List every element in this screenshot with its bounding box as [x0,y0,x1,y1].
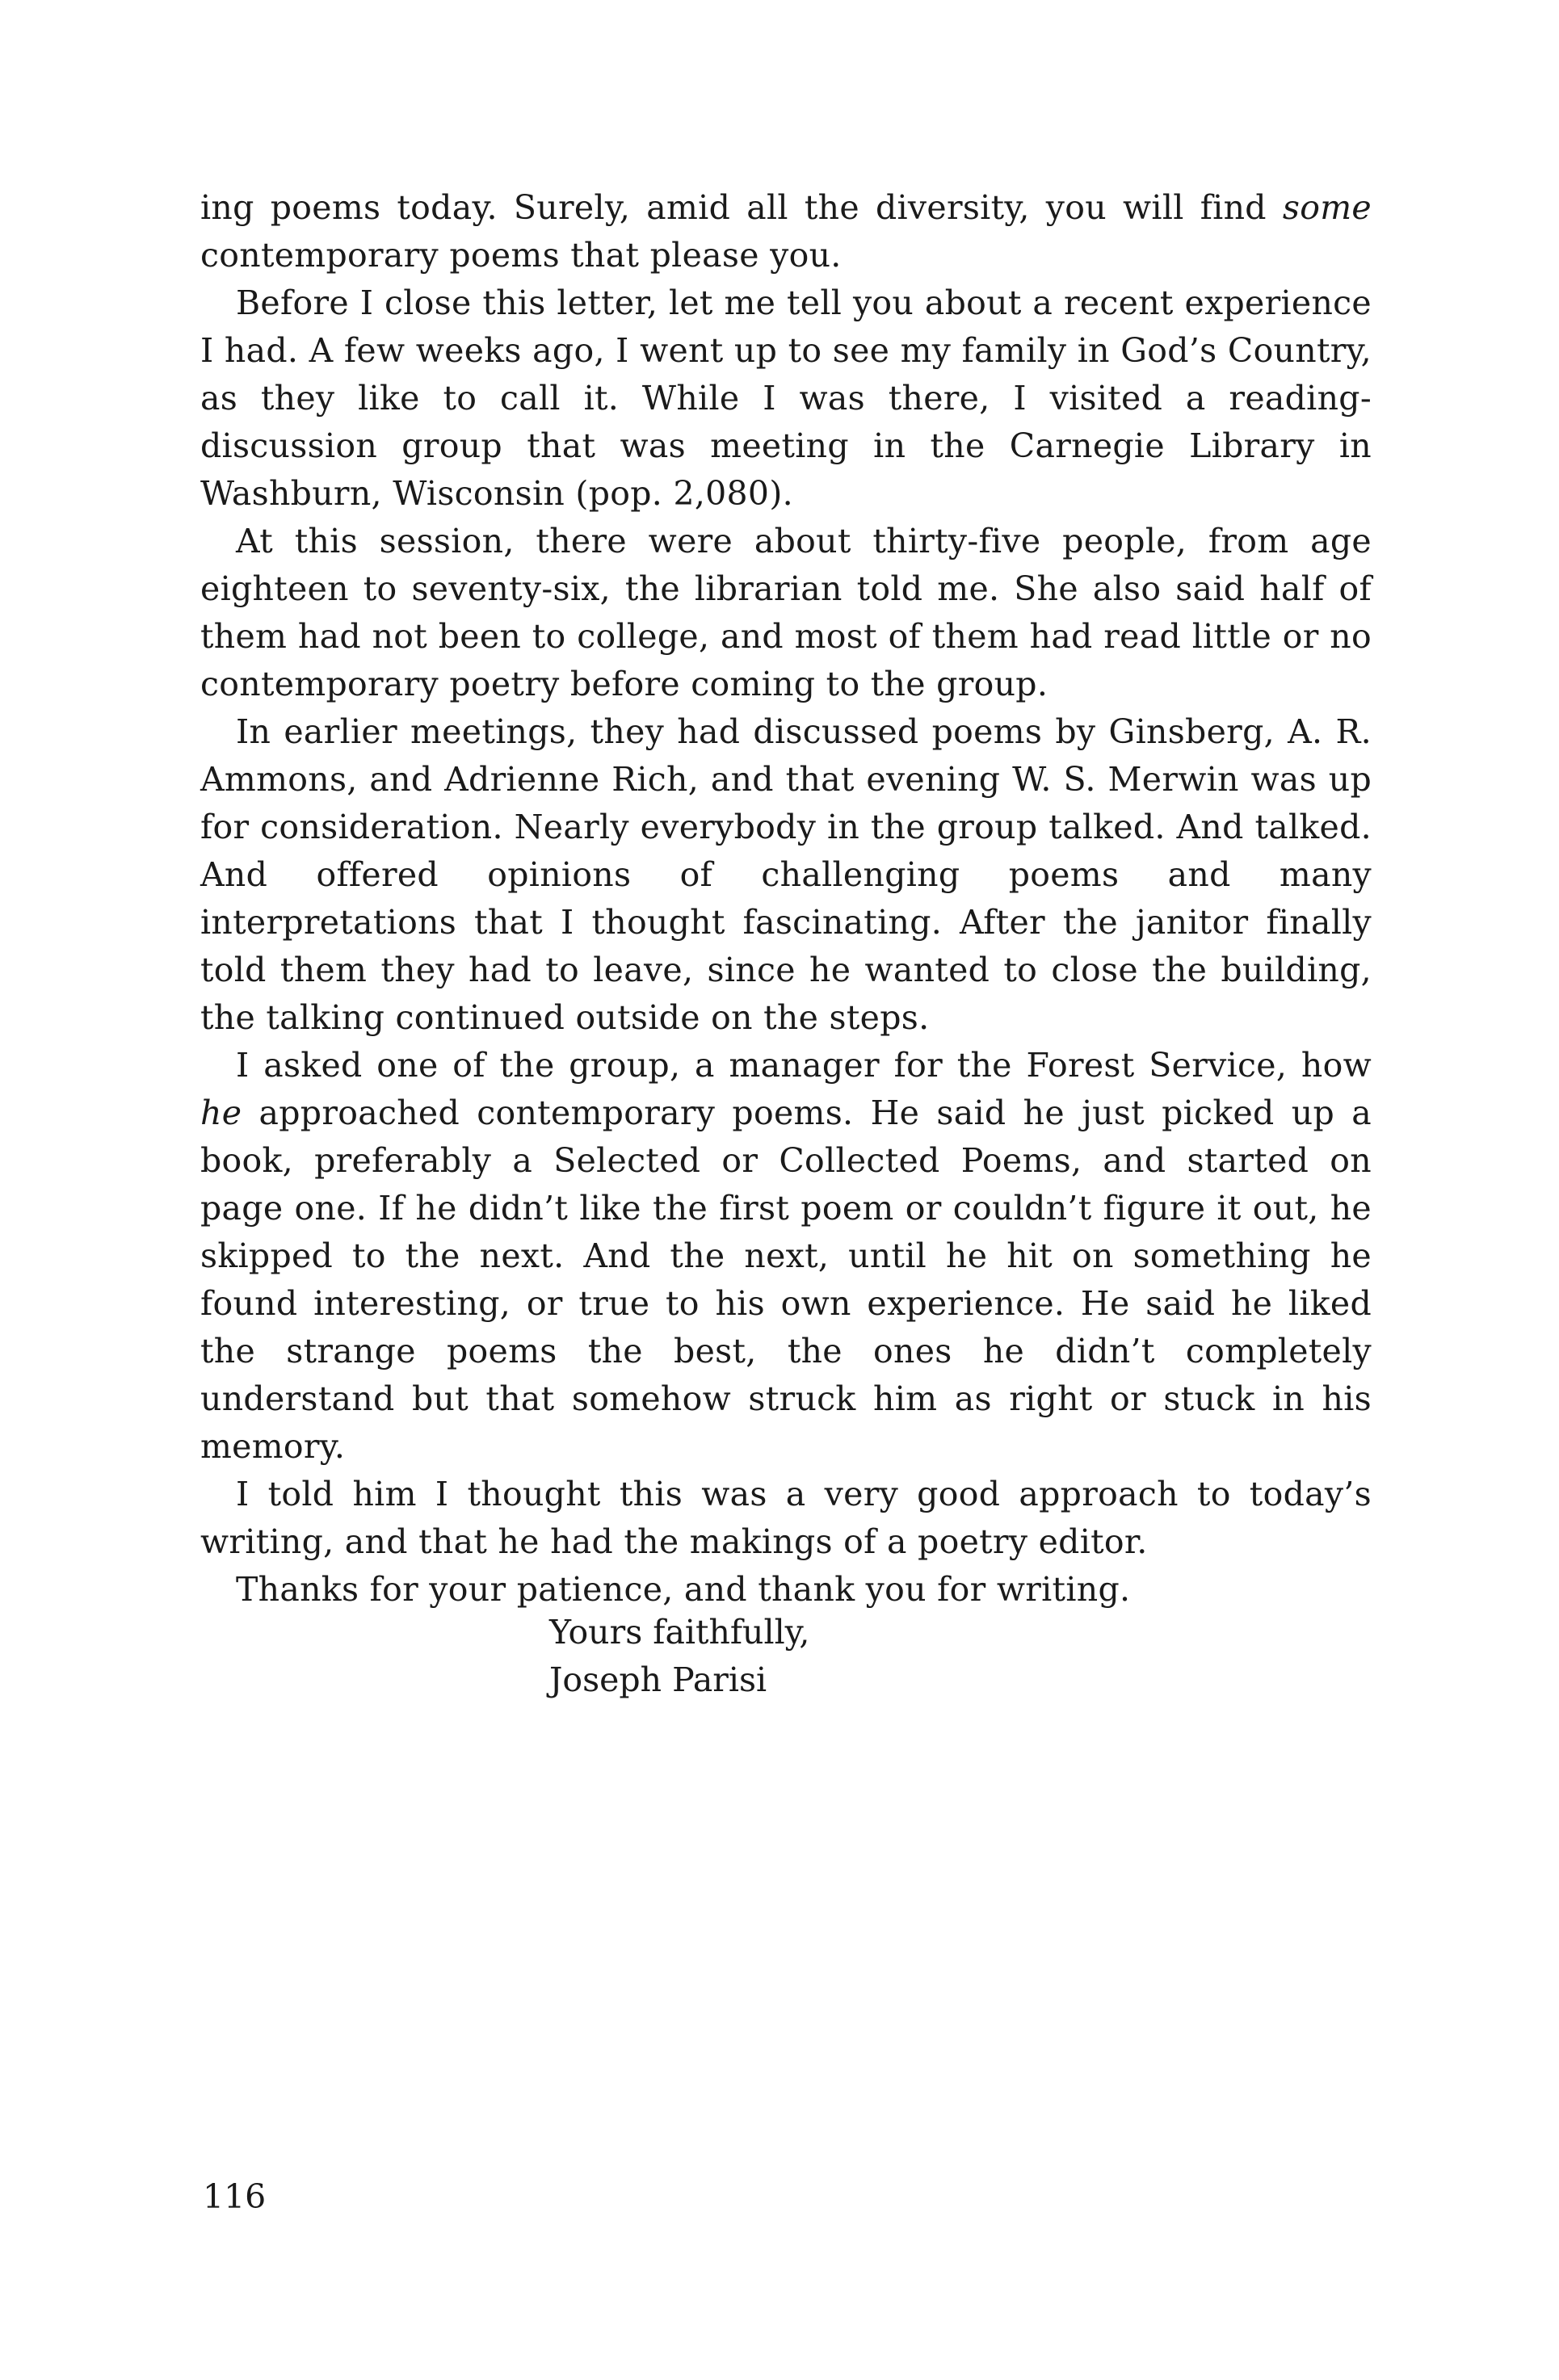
signature-block [549,1609,809,1704]
letter-paragraph [200,1042,1372,1471]
paragraph-text: I told him I thought this was a very good approach to today’s writing, and that he had the makings of a poetry editor. [200,1475,1372,1561]
paragraph-text: Thanks for your patience, and thank you for writing. [236,1570,1131,1609]
signature-name: Joseph Parisi [549,1660,767,1699]
paragraph-text: approached contemporary poems. He said he just picked up a book, preferably a Selected or Collected Poems, and started on page one. If he didn’t like the first poem or couldn’t figure it out, he skipped to the next. And the next, until he hit on something he found interesting, or true to his own experience. He said he liked the strange poems the best, the ones he didn’t completely understand but that somehow struck him as right or stuck in his memory. [200,1093,1372,1466]
letter-paragraph [200,518,1372,708]
closing-line: Yours faithfully, [549,1613,810,1652]
page-number: 116 [203,2177,267,2216]
letter-paragraph [200,1566,1372,1614]
letter-paragraph [200,708,1372,1042]
letter-body [200,184,1372,1614]
paragraph-text: contemporary poems that please you. [200,236,842,275]
letter-paragraph [200,184,1372,279]
emphasis-text: some [1282,188,1372,227]
letter-paragraph [200,279,1372,518]
paragraph-text: At this session, there were about thirty-five people, from age eighteen to seventy-six, the librarian told me. She also said half of them had not been to college, and most of them had read little or no contemporary poetry before coming to the group. [200,522,1372,703]
emphasis-text: he [200,1093,242,1132]
paragraph-text: I asked one of the group, a manager for the Forest Service, how [236,1046,1372,1085]
letter-paragraph [200,1471,1372,1566]
paragraph-text: In earlier meetings, they had discussed poems by Ginsberg, A. R. Ammons, and Adrienne Rich, and that evening W. S. Merwin was up for consideration. Nearly everybody in the group talked. And talked. And offered opinions of challenging poems and many interpretations that I thought fascinating. After the janitor finally told them they had to leave, since he wanted to close the building, the talking continued outside on the steps. [200,712,1372,1037]
paragraph-text: ing poems today. Surely, amid all the diversity, you will find [200,188,1283,227]
paragraph-text: Before I close this letter, let me tell you about a recent experience I had. A few weeks ago, I went up to see my family in God’s Country, as they like to call it. While I was there, I visited a reading-discussion group that was meeting in the Carnegie Library in Washburn, Wisconsin (pop. 2,080). [200,283,1372,513]
